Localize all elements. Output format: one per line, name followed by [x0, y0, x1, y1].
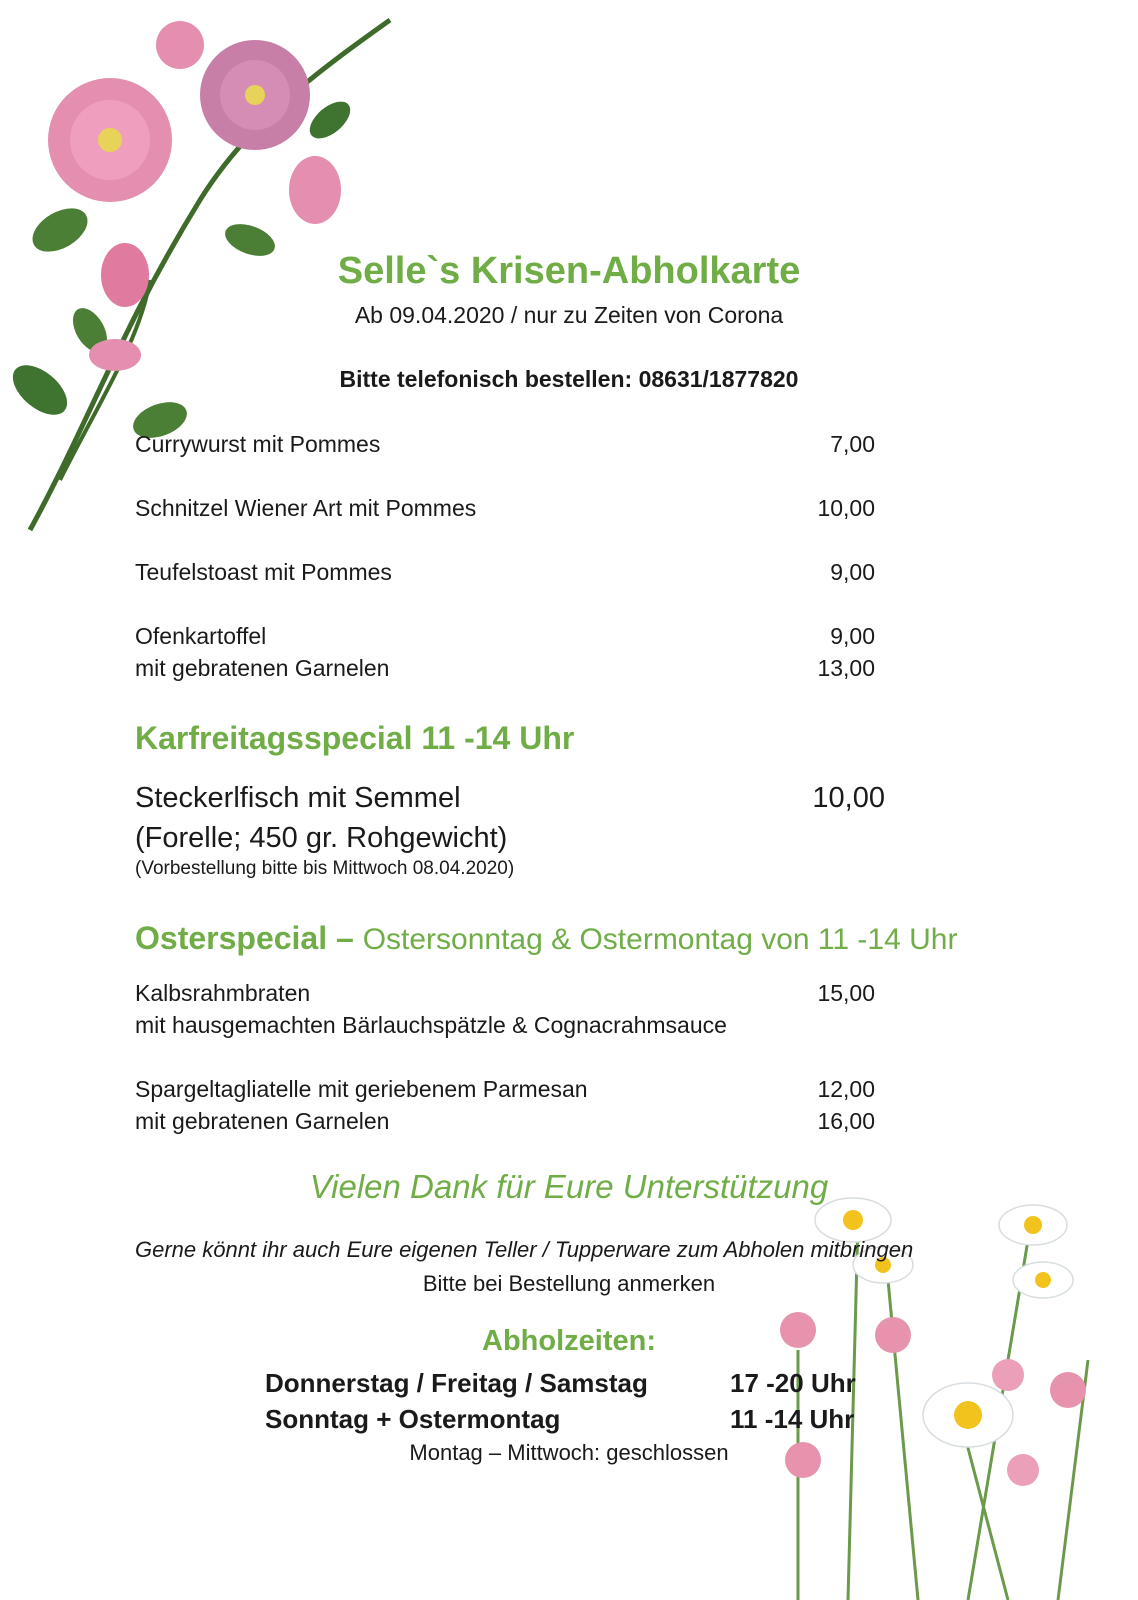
item-name: mit gebratenen Garnelen: [135, 1108, 390, 1134]
pickup-heading: Abholzeiten:: [482, 1325, 656, 1357]
item-price: 12,00: [817, 1076, 875, 1102]
order-remark: Bitte bei Bestellung anmerken: [422, 1271, 716, 1296]
list-item: [135, 1012, 875, 1039]
item-name: Spargeltagliatelle mit geriebenem Parmesan: [135, 1076, 588, 1102]
item-name: mit gebratenen Garnelen: [135, 655, 390, 681]
pickup-hours: 11 -14 Uhr: [730, 1404, 855, 1434]
item-price: 16,00: [817, 1108, 875, 1134]
list-item: [135, 495, 875, 522]
item-price: 10,00: [812, 782, 885, 814]
pickup-row: [265, 1368, 865, 1399]
item-price: 9,00: [830, 623, 875, 649]
preorder-note: (Vorbestellung bitte bis Mittwoch 08.04.2020): [135, 858, 515, 879]
item-name: Teufelstoast mit Pommes: [135, 559, 392, 585]
item-price: 10,00: [817, 495, 875, 521]
karfreitag-heading: Karfreitagsspecial 11 -14 Uhr: [135, 720, 575, 756]
list-item: [135, 623, 875, 650]
item-price: 7,00: [830, 431, 875, 457]
item-name: Currywurst mit Pommes: [135, 431, 381, 457]
page-title: Selle`s Krisen-Abholkarte: [337, 250, 801, 292]
item-price: 15,00: [817, 980, 875, 1006]
item-name: mit hausgemachten Bärlauchspätzle & Cognacrahmsauce: [135, 1012, 727, 1038]
pickup-days: Sonntag + Ostermontag: [265, 1404, 561, 1434]
item-detail: (Forelle; 450 gr. Rohgewicht): [135, 822, 508, 854]
bring-container-note: Gerne könnt ihr auch Eure eigenen Teller / Tupperware zum Abholen mitbringen: [135, 1237, 914, 1262]
ostern-heading-sub: Ostersonntag & Ostermontag von 11 -14 Uhr: [362, 923, 958, 956]
order-phone: Bitte telefonisch bestellen: 08631/1877820: [339, 366, 799, 392]
pickup-hours: 17 -20 Uhr: [730, 1368, 856, 1398]
list-item: [135, 1076, 875, 1103]
pickup-days: Donnerstag / Freitag / Samstag: [265, 1368, 648, 1398]
page-subtitle: Ab 09.04.2020 / nur zu Zeiten von Corona: [354, 302, 784, 328]
item-name: Ofenkartoffel: [135, 623, 267, 649]
item-name: Schnitzel Wiener Art mit Pommes: [135, 495, 477, 521]
ostern-heading-main: Osterspecial –: [135, 920, 354, 956]
list-item: [135, 559, 875, 586]
item-price: 13,00: [817, 655, 875, 681]
list-item: [135, 431, 875, 458]
thanks-message: Vielen Dank für Eure Unterstützung: [309, 1168, 829, 1205]
item-name: Kalbsrahmbraten: [135, 980, 311, 1006]
list-item: [135, 782, 885, 815]
closed-days: Montag – Mittwoch: geschlossen: [409, 1440, 729, 1465]
pickup-row: [265, 1404, 865, 1435]
item-price: 9,00: [830, 559, 875, 585]
list-item: [135, 655, 875, 682]
ostern-heading: [135, 920, 957, 957]
item-name: Steckerlfisch mit Semmel: [135, 782, 461, 814]
list-item: [135, 1108, 875, 1135]
list-item: [135, 980, 875, 1007]
